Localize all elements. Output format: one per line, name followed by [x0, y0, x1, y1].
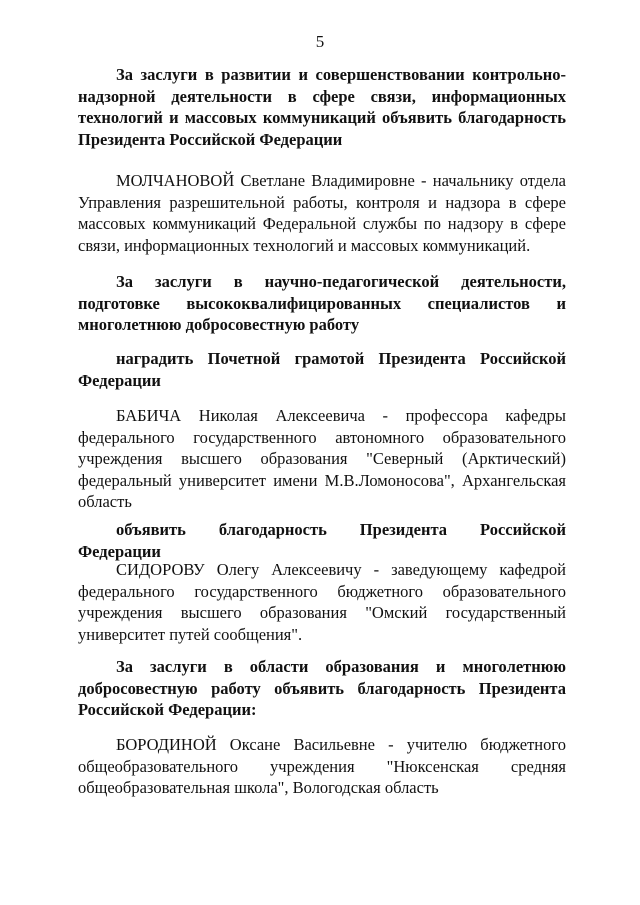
section-2-recipient-2: СИДОРОВУ Олегу Алексеевичу - заведующему кафедрой федерального государственного бюджетного образовательного учреждения высшего образования "Омский государственный университет путей сообщения".: [78, 560, 566, 644]
section-2-recipient-1: БАБИЧА Николая Алексеевича - профессора кафедры федерального государственного автономного образовательного учреждения высшего образования "Северный (Арктический) федеральный университет имени М.В.Ломоносова", Архангельская область: [78, 406, 566, 511]
section-2-award-1: наградить Почетной грамотой Президента Российской Федерации: [78, 349, 566, 390]
section-3-heading: За заслуги в области образования и многолетнюю добросовестную работу объявить благодарность Президента Российской Федерации:: [78, 657, 566, 719]
section-2-award-2: объявить благодарность Президента Российской Федерации: [78, 520, 566, 561]
page-number: 5: [315, 32, 325, 51]
section-2-heading: За заслуги в научно-педагогической деятельности, подготовке высококвалифицированных специалистов и многолетнюю добросовестную работу: [78, 272, 566, 334]
section-3-recipient: БОРОДИНОЙ Оксане Васильевне - учителю бюджетного общеобразовательного учреждения "Нюксенская средняя общеобразовательная школа", Вологодская область: [78, 735, 566, 797]
section-1-heading: За заслуги в развитии и совершенствовании контрольно-надзорной деятельности в сфере связи, информационных технологий и массовых коммуникаций объявить благодарность Президента Российской Федерации: [78, 65, 566, 149]
section-1-recipient: МОЛЧАНОВОЙ Светлане Владимировне - начальнику отдела Управления разрешительной работы, контроля и надзора в сфере массовых коммуникаций Федеральной службы по надзору в сфере связи, информационных технологий и массовых коммуникаций.: [78, 171, 566, 255]
